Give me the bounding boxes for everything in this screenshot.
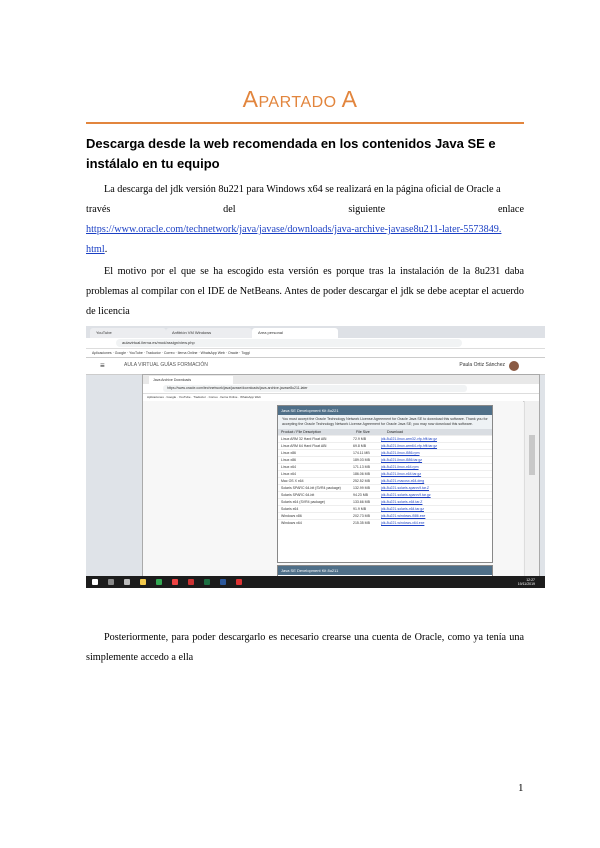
browser-tab-bar <box>86 326 545 338</box>
embedded-screenshot <box>86 326 545 588</box>
row-size: 132.99 MB <box>353 486 370 490</box>
app-icon[interactable] <box>188 579 194 585</box>
browser-tab[interactable]: Anfitrión VM Windows <box>166 328 252 338</box>
row-product: Windows x86 <box>281 514 302 518</box>
browser-address-bar <box>86 338 545 349</box>
scrollbar-thumb[interactable] <box>529 435 535 475</box>
app-icon[interactable] <box>236 579 242 585</box>
row-size: 72.9 MB <box>353 437 367 441</box>
browser-tab[interactable]: Area personal <box>252 328 338 338</box>
table-row <box>278 470 492 477</box>
remote-page <box>143 401 523 577</box>
file-explorer-icon[interactable] <box>140 579 146 585</box>
table-row <box>278 456 492 463</box>
row-product: Solaris SPARC 64-bit (SVR4 package) <box>281 486 341 490</box>
hamburger-icon[interactable]: ≡ <box>100 361 105 370</box>
row-size: 91.9 MB <box>353 507 367 511</box>
row-size: 171.13 MB <box>353 465 370 469</box>
paragraph-reason: El motivo por el que se ha escogido esta versión es porque tras la instalación de la 8u231 daba problemas al compilar con el IDE de NetBeans. Antes de poder descargar el jdk se debe aceptar el acuerdo de licencia <box>86 266 524 317</box>
scrollbar[interactable] <box>524 401 539 577</box>
row-product: Windows x64 <box>281 521 302 525</box>
row-download-link[interactable]: jdk-8u221-linux-i586.tar.gz <box>381 458 423 462</box>
table-row <box>278 449 492 456</box>
row-download-link[interactable]: jdk-8u221-linux-x64.tar.gz <box>381 472 422 476</box>
row-product: Linux ARM 64 Hard Float ABI <box>281 444 327 448</box>
row-product: Solaris x64 <box>281 507 299 511</box>
table-row <box>278 498 492 505</box>
row-download-link[interactable]: jdk-8u221-solaris-sparcv9.tar.gz <box>381 493 431 497</box>
download-table <box>277 405 493 563</box>
row-download-link[interactable]: jdk-8u221-linux-arm32-vfp-hflt.tar.gz <box>381 437 438 441</box>
user-name: Paula Ortiz Sánchez <box>459 362 505 368</box>
oracle-download-link[interactable]: https://www.oracle.com/technetwork/java/javase/downloads/java-archive-javase8u211-later-5573849. <box>86 224 502 235</box>
row-size: 69.8 MB <box>353 444 367 448</box>
row-product: Linux ARM 32 Hard Float ABI <box>281 437 327 441</box>
row-download-link[interactable]: jdk-8u221-linux-arm64-vfp-hflt.tar.gz <box>381 444 438 448</box>
row-download-link[interactable]: jdk-8u221-solaris-x64.tar.gz <box>381 507 424 511</box>
row-download-link[interactable]: jdk-8u221-windows-i586.exe <box>381 514 426 518</box>
next-download-title: Java SE Development Kit 8u211 <box>278 566 492 575</box>
paragraph-download: La descarga del jdk versión 8u221 para Windows x64 se realizará en la página oficial de Oracle a través del siguiente enlace https://www.oracle.com/technetwork/java/javase/downloads/java-archive-javase8u211-later-5573849. html. <box>86 184 524 255</box>
row-size: 215.35 MB <box>353 521 370 525</box>
table-row <box>278 519 492 526</box>
remote-url-field[interactable]: https://www.oracle.com/technetwork/java/javase/downloads/java-archive-javase8u211-later <box>163 385 467 392</box>
remote-tab-bar <box>143 375 539 384</box>
word-icon[interactable] <box>220 579 226 585</box>
table-row <box>278 477 492 484</box>
url-field[interactable]: aulavirtual.ilerna.es/mod/assign/view.php <box>116 339 462 347</box>
row-size: 202.73 MB <box>353 514 370 518</box>
row-size: 189.03 MB <box>353 458 370 462</box>
section-title: APARTADO A <box>242 86 358 112</box>
app-header <box>86 358 545 375</box>
avatar[interactable] <box>509 361 519 371</box>
download-columns: Product / File Description File Size Download <box>278 429 492 435</box>
download-title: Java SE Development Kit 8u221 <box>278 406 492 415</box>
title-underline <box>86 122 524 124</box>
row-download-link[interactable]: jdk-8u221-solaris-x64.tar.Z <box>381 500 423 504</box>
search-icon[interactable] <box>108 579 114 585</box>
row-download-link[interactable]: jdk-8u221-windows-x64.exe <box>381 521 425 525</box>
row-size: 174.11 MB <box>353 451 370 455</box>
row-product: Linux x64 <box>281 472 296 476</box>
taskbar-clock: 12:27 19/11/2019 <box>517 578 535 586</box>
task-view-icon[interactable] <box>124 579 130 585</box>
section-heading: Descarga desde la web recomendada en los contenidos Java SE e instálalo en tu equipo <box>86 136 496 171</box>
app-nav[interactable]: AULA VIRTUAL GUÍAS FORMACIÓN <box>124 362 208 368</box>
excel-icon[interactable] <box>204 579 210 585</box>
remote-desktop-window <box>142 374 540 578</box>
table-row <box>278 491 492 498</box>
row-product: Solaris x64 (SVR4 package) <box>281 500 325 504</box>
remote-bookmarks-bar: Aplicaciones · Google · YouTube · Traductor · Correo · Ilerna Online · WhatsApp Web <box>143 394 539 402</box>
windows-start-icon[interactable] <box>92 579 98 585</box>
browser-tab[interactable]: YouTube <box>90 328 166 338</box>
row-size: 94.23 MB <box>353 493 368 497</box>
row-download-link[interactable]: jdk-8u221-solaris-sparcv9.tar.Z <box>381 486 430 490</box>
row-size: 133.66 MB <box>353 500 370 504</box>
row-size: 186.06 MB <box>353 472 370 476</box>
page-number: 1 <box>518 782 524 794</box>
app-icon[interactable] <box>172 579 178 585</box>
oracle-download-link-cont[interactable]: html <box>86 244 105 255</box>
row-product: Linux x86 <box>281 458 296 462</box>
table-row <box>278 512 492 519</box>
chrome-icon[interactable] <box>156 579 162 585</box>
bookmarks-bar: Aplicaciones · Google · YouTube · Traductor · Correo · Ilerna Online · WhatsApp Web · Oracle · Toggl <box>86 349 545 358</box>
license-note: You must accept the Oracle Technology Network License Agreement for Oracle Java SE to download this software. Thank you for accepting the Oracle Technology Network License Agreement for Oracle Java SE; you may now download this software. <box>278 415 492 429</box>
row-product: Solaris SPARC 64-bit <box>281 493 315 497</box>
remote-address-bar <box>143 384 539 394</box>
paragraph-account: Posteriormente, para poder descargarlo es necesario crearse una cuenta de Oracle, como ya tenía una simplemente accedo a ella <box>86 632 524 663</box>
row-product: Linux x64 <box>281 465 296 469</box>
row-download-link[interactable]: jdk-8u221-linux-x64.rpm <box>381 465 419 469</box>
table-row <box>278 442 492 449</box>
table-row <box>278 435 492 442</box>
row-download-link[interactable]: jdk-8u221-linux-i586.rpm <box>381 451 420 455</box>
table-row <box>278 505 492 512</box>
table-row <box>278 463 492 470</box>
row-download-link[interactable]: jdk-8u221-macosx-x64.dmg <box>381 479 425 483</box>
windows-taskbar <box>86 576 545 588</box>
row-product: Linux x86 <box>281 451 296 455</box>
table-row <box>278 484 492 491</box>
row-size: 252.52 MB <box>353 479 370 483</box>
remote-tab[interactable]: Java Archive Downloads <box>149 376 233 384</box>
row-product: Mac OS X x64 <box>281 479 304 483</box>
